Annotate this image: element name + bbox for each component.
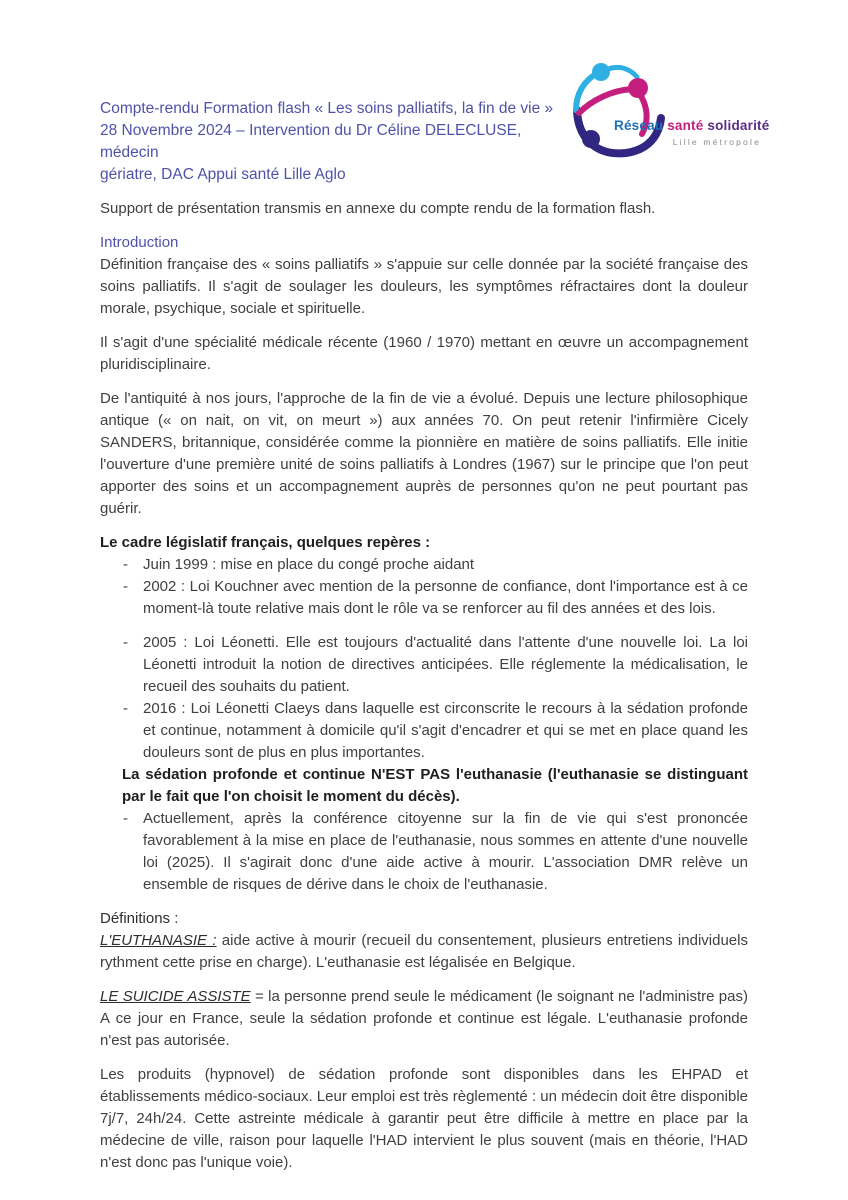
bullet-text: 2016 : Loi Léonetti Claeys dans laquelle est circonscrite le recours à la sédation profonde et continue, notamment à domicile qu'il s'agit d'encadrer et qui se met en place quand les douleurs sont de plus en plus importantes. xyxy=(143,700,748,761)
intro-paragraph-1: Définition française des « soins palliatifs » s'appuie sur celle donnée par la société française des soins palliatifs. Il s'agit de soulager les douleurs, les symptômes réfractaires dont la douleur morale, psychique, sociale et spirituelle. xyxy=(100,256,748,317)
rss-logo-swirl-icon xyxy=(570,60,670,160)
bullet-dash-icon: - xyxy=(123,556,128,573)
definition-term-euthanasia: L'EUTHANASIE : xyxy=(100,932,217,949)
title-line-2: 28 Novembre 2024 – Intervention du Dr Céline DELECLUSE, médecin xyxy=(100,122,522,161)
title-line-1: Compte-rendu Formation flash « Les soins palliatifs, la fin de vie » xyxy=(100,100,554,117)
bullet-text: Actuellement, après la conférence citoyenne sur la fin de vie qui s'est prononcée favorablement à la mise en place de l'euthanasie, nous sommes en attente d'une nouvelle loi (2025). Il s'agirait donc d'une aide active à mourir. L'association DMR relève un ensemble de risques de dérive dans le choix de l'euthanasie. xyxy=(143,810,748,893)
definition-text-euthanasia: aide active à mourir (recueil du consentement, plusieurs entretiens individuels rythment cette prise en charge). L'euthanasie est légalisée en Belgique. xyxy=(100,932,748,971)
bullet-dash-icon: - xyxy=(123,578,128,595)
definition-term-suicide: LE SUICIDE ASSISTE xyxy=(100,988,251,1005)
bullet-dash-icon: - xyxy=(123,700,128,717)
rss-logo xyxy=(570,58,770,176)
definition-euthanasia xyxy=(100,930,748,974)
document-title xyxy=(100,98,580,186)
logo-word-solidarite: solidarité xyxy=(707,118,770,133)
bullet-text: 2002 : Loi Kouchner avec mention de la personne de confiance, dont l'importance est à ce moment-là toute relative mais dont le rôle va se renforcer au fil des années et des lois. xyxy=(143,578,748,617)
logo-word-sante: santé xyxy=(667,118,708,133)
definition-text-suicide: = la personne prend seule le médicament (le soignant ne l'administre pas) A ce jour en France, seule la sédation profonde et continue est légale. L'euthanasie profonde n'est pas autorisée. xyxy=(100,988,748,1049)
legal-bullet-2016 xyxy=(100,698,748,764)
bullet-dash-icon: - xyxy=(123,634,128,651)
closing-paragraph: Les produits (hypnovel) de sédation profonde sont disponibles dans les EHPAD et établissements médico-sociaux. Leur emploi est très règlementé : un médecin doit être disponible 7j/7, 24h/24. Cette astreinte médicale à garantir peut être difficile à mettre en place par la médecine de ville, raison pour laquelle l'HAD intervient le plus souvent (mais en théorie, l'HAD n'est donc pas l'unique voie). xyxy=(100,1066,748,1171)
section-heading-legal: Le cadre législatif français, quelques repères : xyxy=(100,534,431,551)
logo-subtitle: Lille métropole xyxy=(672,137,761,147)
definition-suicide-assiste xyxy=(100,986,748,1052)
legal-bullet-2005 xyxy=(100,632,748,698)
title-line-3: gériatre, DAC Appui santé Lille Aglo xyxy=(100,166,346,183)
bullet-text: Juin 1999 : mise en place du congé proche aidant xyxy=(143,556,475,573)
logo-wordmark xyxy=(614,118,769,133)
intro-paragraph-3: De l'antiquité à nos jours, l'approche de la fin de vie a évolué. Depuis une lecture philosophique antique (« on nait, on vit, on meurt ») aux années 70. On peut retenir l'infirmière Cicely SANDERS, britannique, considérée comme la pionnière en matière de soins palliatifs. Elle initie l'ouverture d'une première unité de soins palliatifs à Londres (1967) sur le principe que l'on peut apporter des soins et un accompagnement auprès de personnes qu'on ne peut pourtant pas guérir. xyxy=(100,390,748,517)
legal-bullet-current xyxy=(100,808,748,896)
intro-paragraph-2: Il s'agit d'une spécialité médicale récente (1960 / 1970) mettant en œuvre un accompagnement pluridisciplinaire. xyxy=(100,334,748,373)
section-heading-introduction: Introduction xyxy=(100,234,179,251)
logo-word-reseau: Réseau xyxy=(614,118,668,133)
legal-bullet-1999 xyxy=(100,554,748,576)
sedation-bold-note: La sédation profonde et continue N'EST PAS l'euthanasie (l'euthanasie se distinguant par le fait que l'on choisit le moment du décès). xyxy=(122,766,748,805)
bullet-text: 2005 : Loi Léonetti. Elle est toujours d'actualité dans l'attente d'une nouvelle loi. La loi Léonetti introduit la notion de directives anticipées. Elle réglemente la médicalisation, le recueil des souhaits du patient. xyxy=(143,634,748,695)
section-heading-definitions: Définitions : xyxy=(100,910,179,927)
annex-note: Support de présentation transmis en annexe du compte rendu de la formation flash. xyxy=(100,200,656,217)
bullet-dash-icon: - xyxy=(123,810,128,827)
legal-bullet-2002 xyxy=(100,576,748,620)
